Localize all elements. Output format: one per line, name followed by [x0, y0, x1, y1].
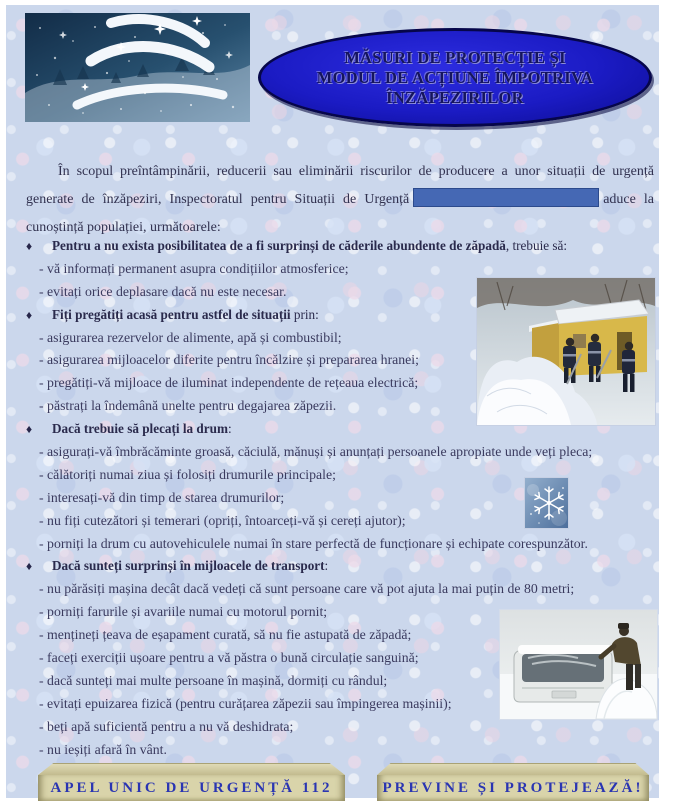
section-heading: ♦ Dacă sunteți surprinși în mijloacele de transport:	[6, 555, 659, 578]
list-item: - pregătiți-vă mijloace de iluminat independente de rețeaua electrică;	[39, 375, 419, 391]
winter-swirl-illustration	[25, 13, 250, 122]
section-heading: ♦ Fiți pregătiți acasă pentru astfel de situații prin:	[6, 304, 659, 327]
list-item: - evitați epuizarea fizică (pentru curățarea zăpezii sau împingerea mașinii);	[39, 695, 452, 711]
slogan-banner-label: PREVINE ȘI PROTEJEAZĂ!	[382, 779, 644, 796]
intro-text-after: aduce la cunoștință populației, următoarele:	[26, 192, 655, 235]
section-heading: ♦ Dacă trebuie să plecați la drum:	[6, 418, 659, 441]
diamond-bullet-icon: ♦	[26, 307, 33, 322]
list-item: - porniți la drum cu autovehiculele numai în stare perfectă de funcționare și echipate corespunzător.	[39, 535, 588, 551]
list-item: - evitați orice deplasare dacă nu este necesar.	[39, 283, 287, 299]
snowflake-illustration	[525, 478, 568, 528]
list-item: - dacă sunteți mai multe persoane în mașină, dormiți cu rândul;	[39, 672, 388, 688]
list-item: - păstrați la îndemână unelte pentru degajarea zăpezii.	[39, 398, 337, 414]
list-item: - asigurați-vă îmbrăcăminte groasă, căciulă, mănuși și anunțați persoanele apropiate unde veți pleca;	[39, 444, 593, 460]
list-item: - nu ieșiți afară în vânt.	[39, 741, 167, 757]
emergency-call-banner-label: APEL UNIC DE URGENȚĂ 112	[50, 779, 333, 796]
list-item: - mențineți țeava de eșapament curată, să nu fie astupată de zăpadă;	[39, 627, 412, 643]
list-item: - asigurarea rezervelor de alimente, apă și combustibil;	[39, 329, 342, 345]
firefighters-clearing-snow-illustration	[477, 278, 655, 425]
diamond-bullet-icon: ♦	[26, 422, 33, 437]
list-item: - asigurarea mijloacelor diferite pentru încălzire și prepararea hranei;	[39, 352, 419, 368]
firefighters-clearing-snow-photo	[477, 278, 655, 425]
banner-bevel	[38, 763, 345, 775]
list-item: - nu fiți cutezători și temerari (opriți, întoarceți-vă și cereți ajutor);	[39, 512, 406, 528]
title-oval	[258, 28, 652, 127]
intro-paragraph	[26, 158, 654, 242]
winter-swirl-photo	[25, 13, 250, 122]
list-item: - nu părăsiți mașina decât dacă vedeți că sunt persoane care vă pot ajuta la mai puțin de 80 metri;	[39, 581, 575, 597]
snowflake-photo	[525, 478, 568, 528]
list-item: - călătoriți numai ziua și folosiți drumurile principale;	[39, 466, 336, 482]
car-buried-in-snow-photo	[500, 610, 657, 719]
diamond-bullet-icon: ♦	[26, 559, 33, 574]
redacted-name-box	[413, 188, 599, 207]
slogan-banner	[377, 763, 649, 801]
list-item: - beți apă suficientă pentru a nu vă deshidrata;	[39, 718, 294, 734]
list-item: - porniți farurile și avariile numai cu motorul pornit;	[39, 604, 328, 620]
emergency-call-banner	[38, 763, 345, 801]
list-item: - vă informați permanent asupra condițiilor atmosferice;	[39, 260, 349, 276]
page-title-line-3: ÎNZĂPEZIRILOR	[386, 87, 524, 107]
page-title-line-2: MODUL DE ACȚIUNE ÎMPOTRIVA	[316, 67, 594, 87]
diamond-bullet-icon: ♦	[26, 239, 33, 253]
page-title-line-1: MĂSURI DE PROTECȚIE ȘI	[344, 47, 566, 67]
list-item: - faceți exerciții ușoare pentru a vă păstra o bună circulație sanguină;	[39, 650, 419, 666]
car-in-snow-illustration	[500, 610, 657, 719]
banner-bevel	[377, 763, 649, 775]
intro-text-before: În scopul preîntâmpinării, reducerii sau eliminării riscurilor de producere a unor situații de urgență generate de înzăpeziri, Inspectoratul pentru Situații de Urgență	[26, 164, 654, 207]
section-heading: ♦ Pentru a nu exista posibilitatea de a fi surprinși de căderile abundente de zăpadă, trebuie să:	[6, 235, 659, 258]
document-page	[6, 5, 659, 798]
list-item: - interesați-vă din timp de starea drumurilor;	[39, 489, 285, 505]
